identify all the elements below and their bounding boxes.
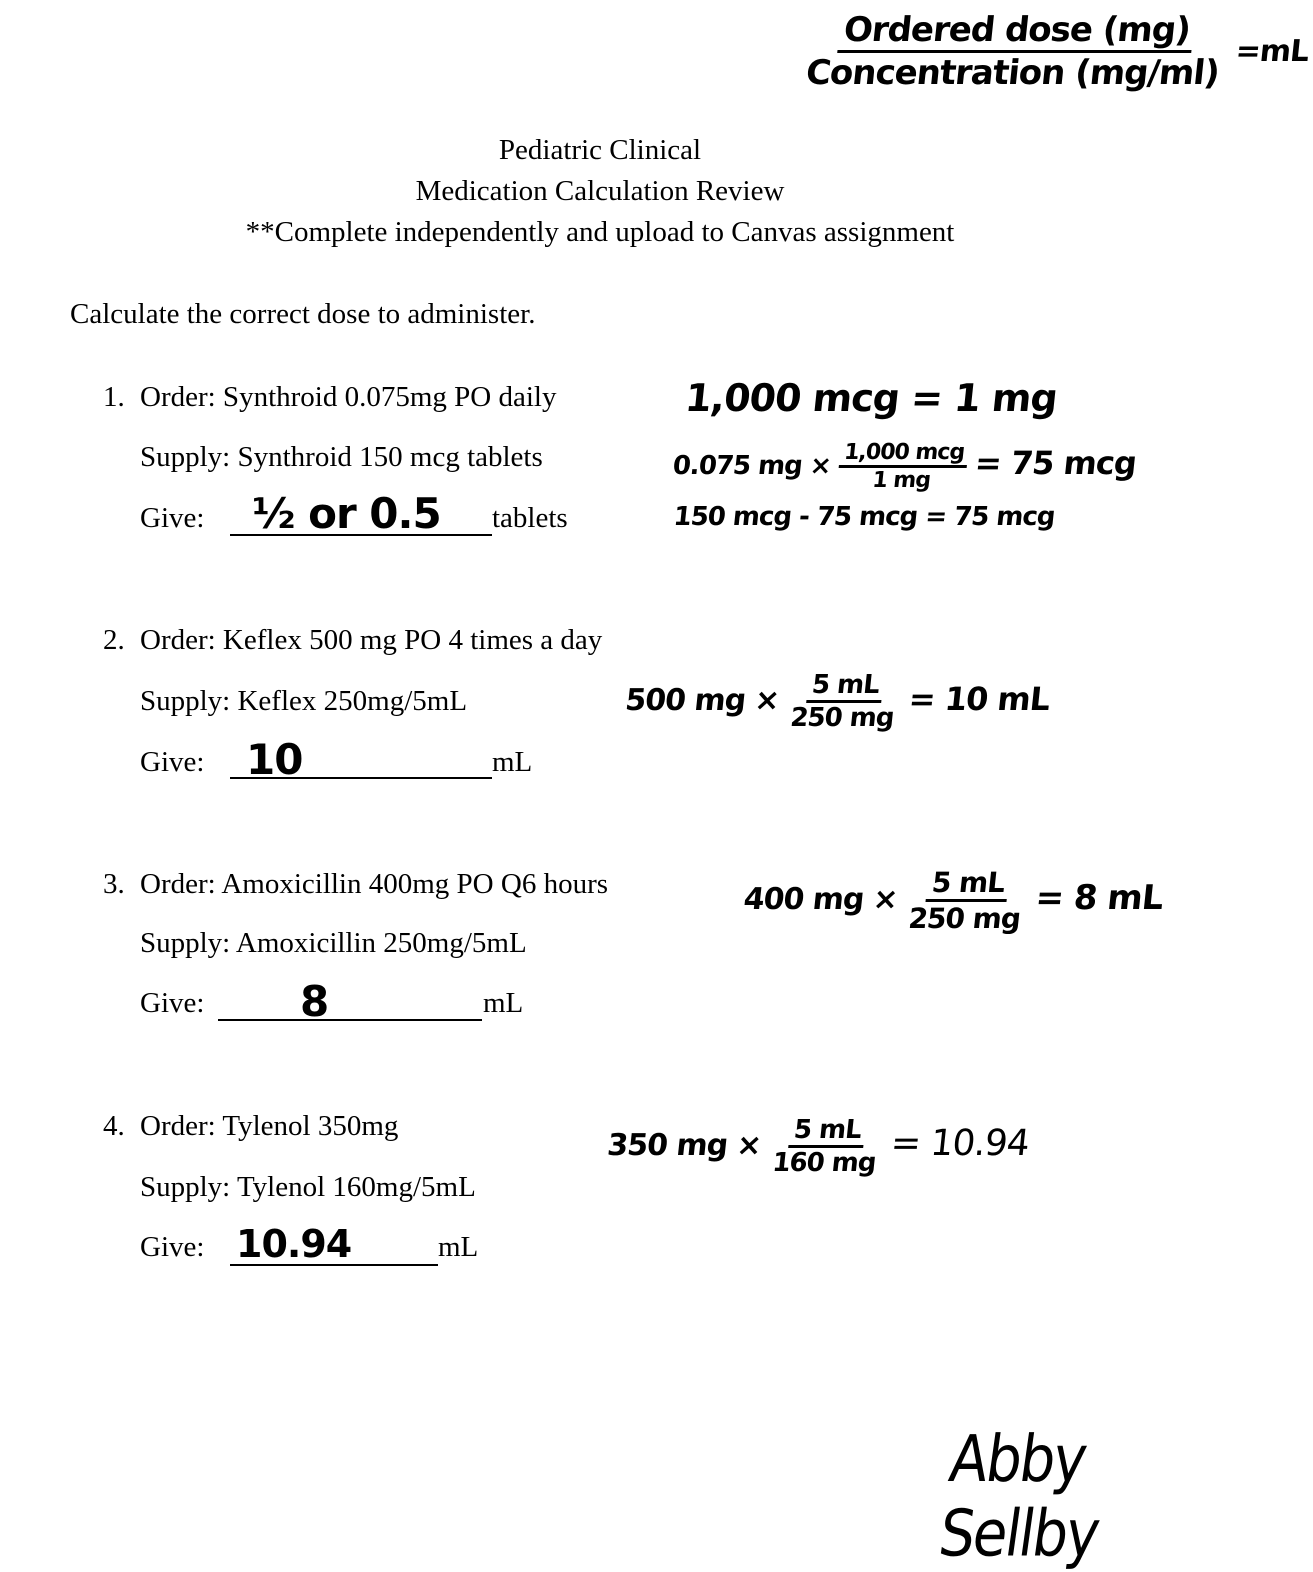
problem-order: Order: Synthroid 0.075mg PO daily	[140, 381, 557, 413]
formula-fraction	[800, 10, 1229, 93]
work-numerator: 5 mL	[806, 670, 884, 703]
formula-denominator: Concentration (mg/ml)	[804, 53, 1221, 93]
work-fraction	[836, 440, 970, 493]
answer-value: ½ or 0.5	[252, 489, 441, 538]
problem-order: Order: Amoxicillin 400mg PO Q6 hours	[140, 868, 609, 900]
work-result: = 10.94	[888, 1123, 1031, 1164]
formula-note	[800, 10, 1313, 93]
work-expression	[740, 866, 1166, 935]
work-fraction	[767, 1115, 885, 1178]
problem-number: 2.	[103, 624, 125, 656]
work-numerator: 1,000 mcg	[839, 440, 970, 468]
work-lead: 0.075 mg ×	[671, 451, 833, 481]
work-line-2	[670, 440, 1138, 493]
answer-value: 10.94	[236, 1222, 352, 1266]
problem-supply: Supply: Amoxicillin 250mg/5mL	[140, 927, 527, 959]
work-lead: 350 mg ×	[605, 1128, 763, 1163]
instructions: Calculate the correct dose to administer.	[70, 298, 536, 330]
work-denominator: 1 mg	[871, 468, 932, 493]
work-denominator: 250 mg	[906, 902, 1022, 935]
header-line-1: Pediatric Clinical	[498, 134, 702, 166]
signature: Abby Sellby	[934, 1422, 1103, 1572]
problem-number: 3.	[103, 868, 125, 900]
give-label: Give:	[140, 502, 205, 534]
answer-value: 8	[300, 977, 329, 1026]
work-numerator: 5 mL	[788, 1115, 866, 1148]
work-denominator: 160 mg	[770, 1148, 878, 1178]
formula-numerator: Ordered dose (mg)	[838, 10, 1196, 53]
problem-supply: Supply: Synthroid 150 mcg tablets	[140, 441, 543, 473]
work-result: = 8 mL	[1033, 878, 1165, 918]
work-fraction	[903, 866, 1030, 935]
problem-number: 4.	[103, 1110, 125, 1142]
work-numerator: 5 mL	[926, 866, 1010, 902]
answer-unit: tablets	[492, 502, 568, 534]
problem-number: 1.	[103, 381, 125, 413]
work-lead: 400 mg ×	[741, 882, 899, 917]
problem-supply: Supply: Tylenol 160mg/5mL	[140, 1171, 476, 1203]
give-label: Give:	[140, 746, 205, 778]
problem-order: Order: Keflex 500 mg PO 4 times a day	[140, 624, 603, 656]
give-label: Give:	[140, 1231, 205, 1263]
work-expression	[622, 670, 1052, 733]
work-lead: 500 mg ×	[623, 683, 781, 718]
formula-result: =mL	[1233, 34, 1311, 69]
work-result: = 75 mcg	[973, 444, 1138, 482]
header-line-3: **Complete independently and upload to Canvas assignment	[245, 216, 955, 248]
answer-unit: mL	[483, 987, 524, 1019]
answer-unit: mL	[492, 746, 533, 778]
work-fraction	[785, 670, 903, 733]
work-expression	[604, 1115, 1032, 1178]
work-result: = 10 mL	[906, 680, 1052, 718]
answer-unit: mL	[438, 1231, 479, 1263]
work-denominator: 250 mg	[788, 703, 896, 733]
work-line-1: 1,000 mcg = 1 mg	[683, 376, 1060, 420]
header-line-2: Medication Calculation Review	[415, 175, 785, 207]
problem-order: Order: Tylenol 350mg	[140, 1110, 399, 1142]
work-line-3: 150 mcg - 75 mcg = 75 mcg	[672, 502, 1057, 532]
problem-supply: Supply: Keflex 250mg/5mL	[140, 685, 468, 717]
answer-value: 10	[246, 735, 303, 784]
give-label: Give:	[140, 987, 205, 1019]
answer-blank	[218, 1019, 482, 1021]
